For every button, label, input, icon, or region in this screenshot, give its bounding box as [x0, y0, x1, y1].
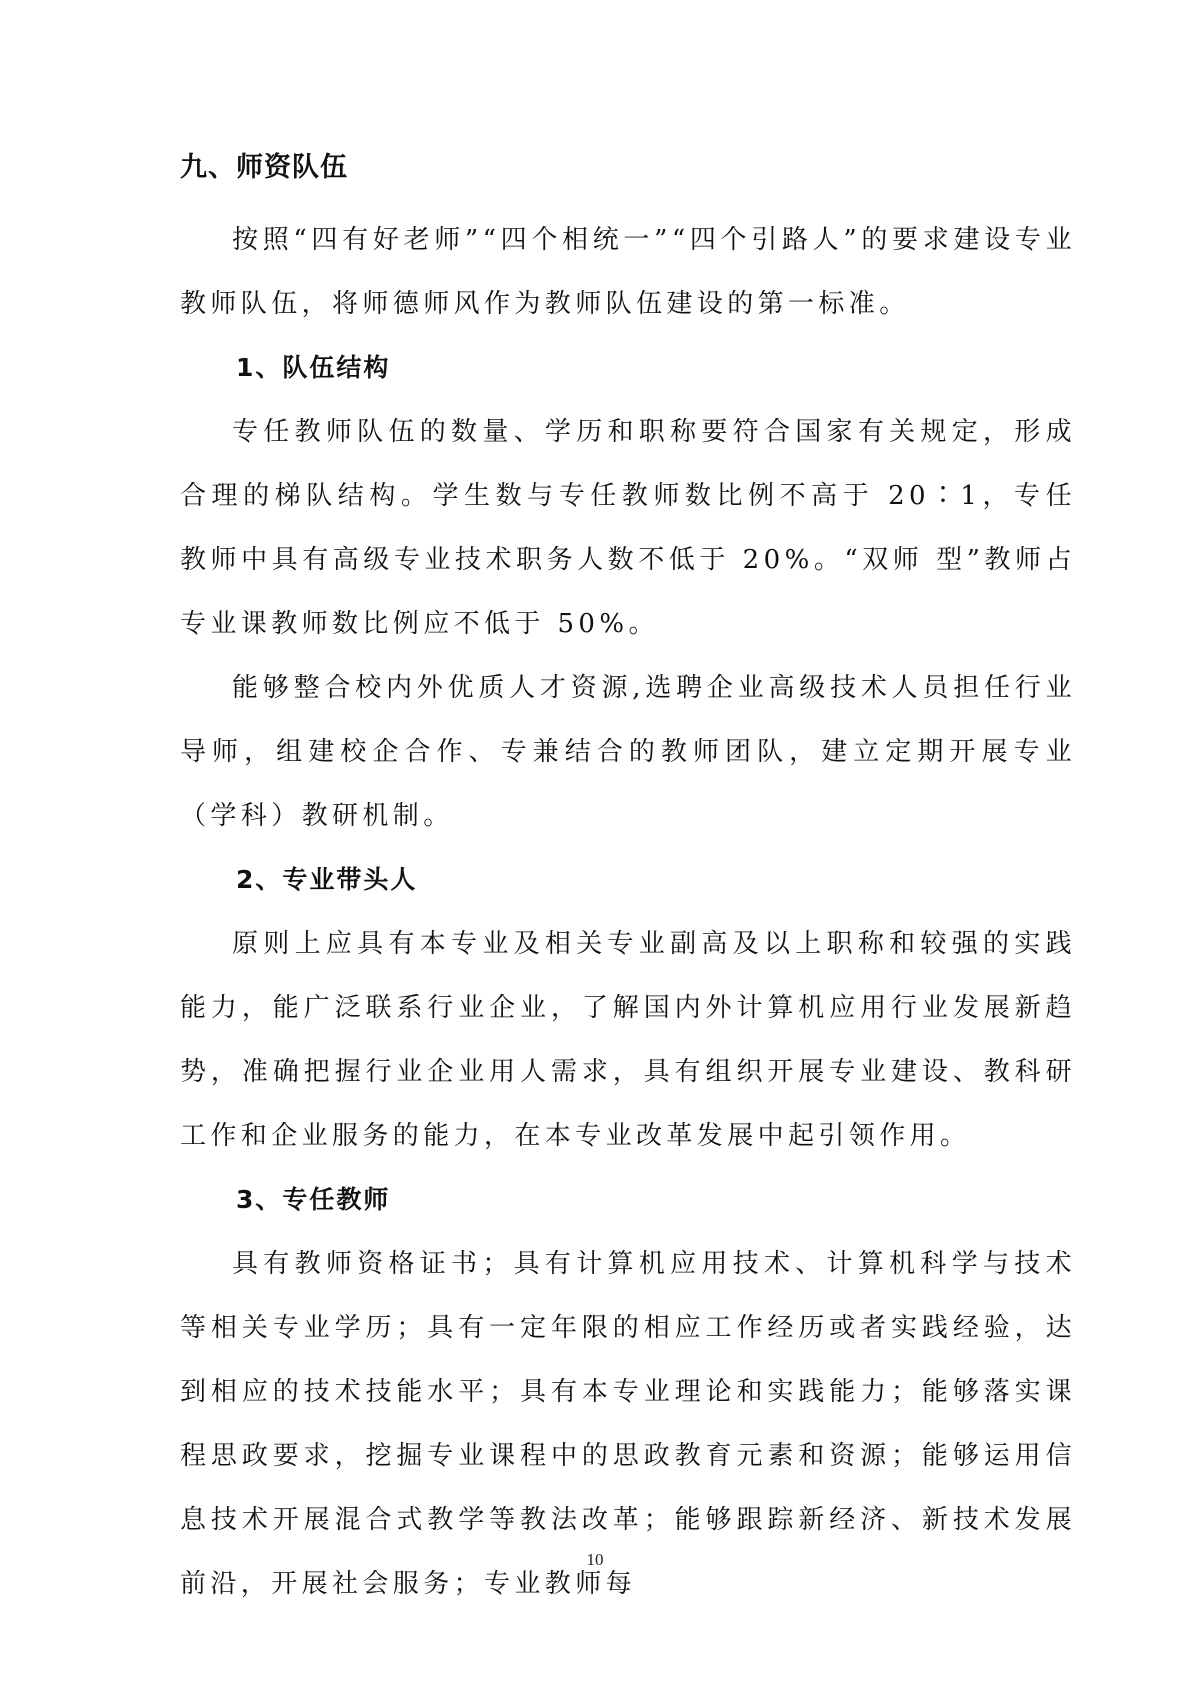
page-content — [180, 150, 1076, 1616]
team-structure-paragraph-2: 能够整合校内外优质人才资源,选聘企业高级技术人员担任行业导师，组建校企合作、专兼结合的教师团队，建立定期开展专业（学科）教研机制。 — [180, 673, 1076, 831]
section-intro-paragraph: 按照“四有好老师”“四个相统一”“四个引路人”的要求建设专业教师队伍，将师德师风作为教师队伍建设的第一标准。 — [180, 225, 1076, 319]
subsection-title-program-leader: 2、专业带头人 — [236, 865, 418, 894]
page-number: 10 — [586, 1550, 604, 1569]
team-structure-paragraph-1: 专任教师队伍的数量、学历和职称要符合国家有关规定，形成合理的梯队结构。学生数与专任教师数比例不高于 20∶1，专任教师中具有高级专业技术职务人数不低于 20%。“双师 型”教师占专业课教师数比例应不低于 50%。 — [180, 417, 1076, 639]
subsection-title-team-structure: 1、队伍结构 — [236, 353, 391, 382]
subsection-title-fulltime-teachers: 3、专任教师 — [236, 1185, 391, 1214]
section-title: 九、师资队伍 — [180, 152, 348, 183]
program-leader-paragraph: 原则上应具有本专业及相关专业副高及以上职称和较强的实践能力，能广泛联系行业企业，了解国内外计算机应用行业发展新趋势，准确把握行业企业用人需求，具有组织开展专业建设、教科研工作和企业服务的能力，在本专业改革发展中起引领作用。 — [180, 929, 1076, 1151]
fulltime-teachers-paragraph: 具有教师资格证书；具有计算机应用技术、计算机科学与技术等相关专业学历；具有一定年限的相应工作经历或者实践经验，达到相应的技术技能水平；具有本专业理论和实践能力；能够落实课程思政要求，挖掘专业课程中的思政教育元素和资源；能够运用信息技术开展混合式教学等教法改革；能够跟踪新经济、新技术发展前沿，开展社会服务；专业教师每 — [180, 1249, 1076, 1599]
